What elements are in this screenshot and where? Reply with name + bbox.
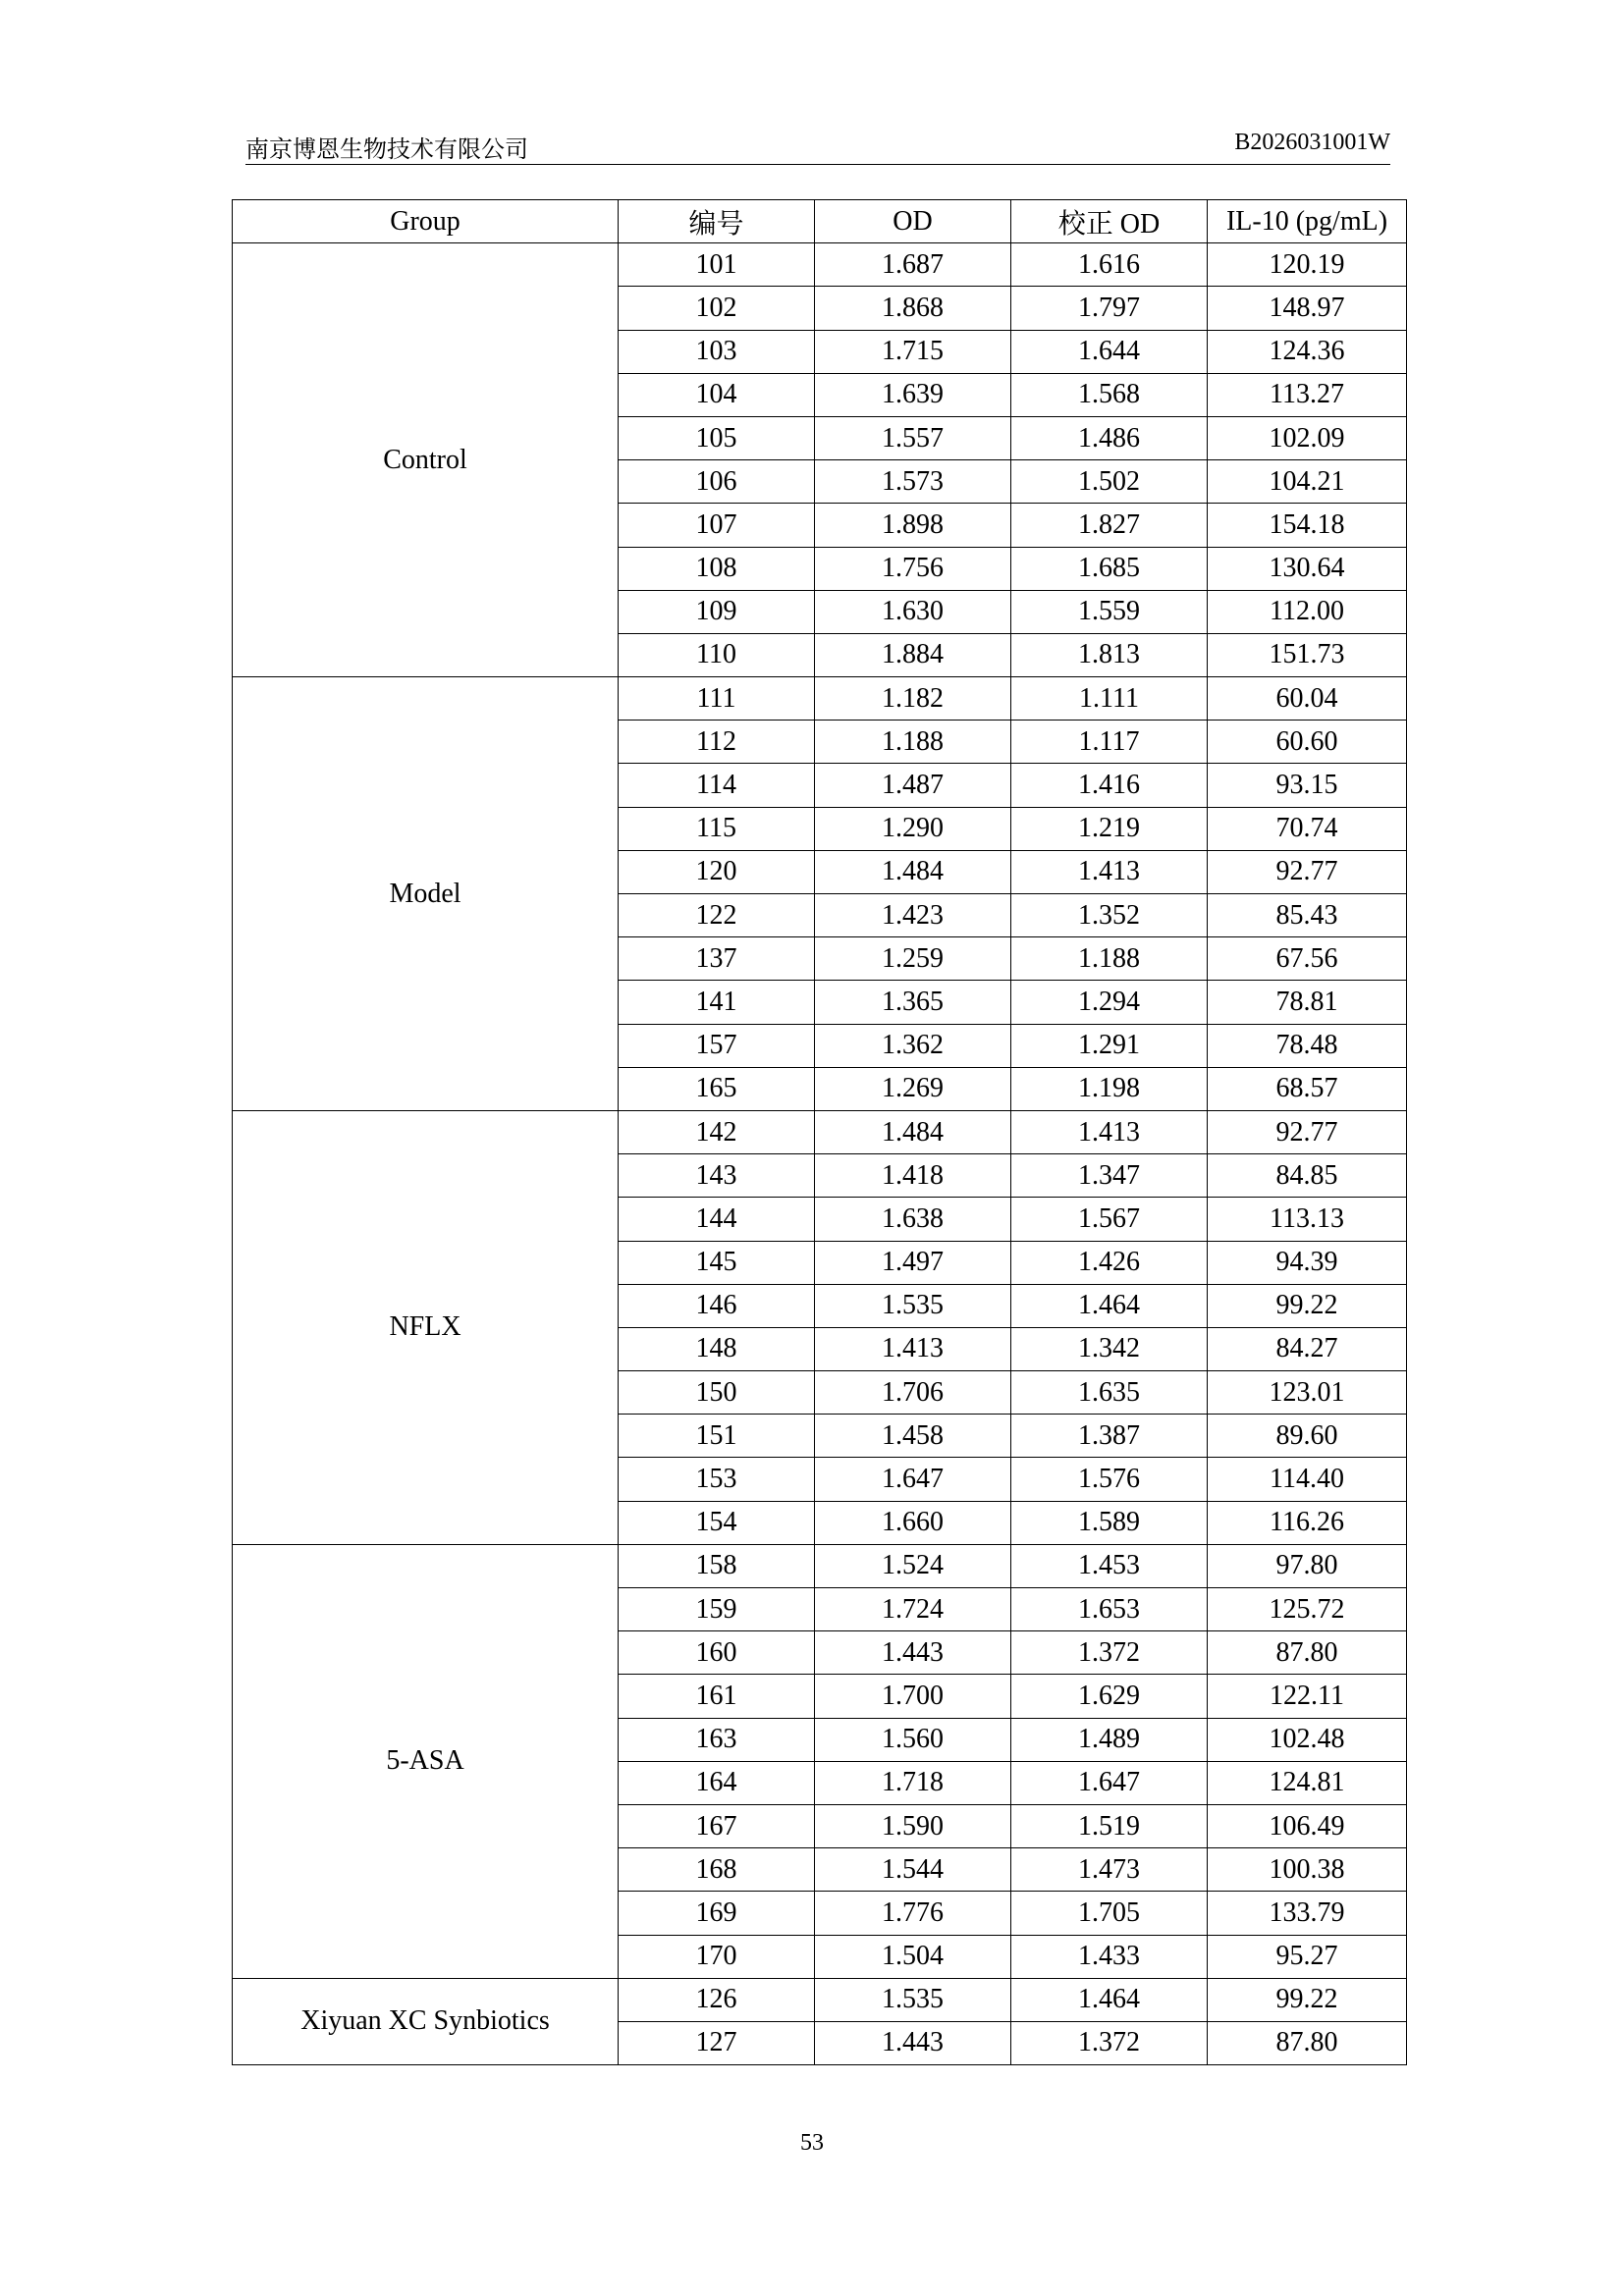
id-cell: 106 bbox=[619, 460, 815, 504]
il10-cell: 84.85 bbox=[1208, 1154, 1407, 1198]
il10-cell: 94.39 bbox=[1208, 1241, 1407, 1284]
od-cell: 1.362 bbox=[815, 1024, 1011, 1067]
corrected-od-cell: 1.559 bbox=[1011, 590, 1208, 633]
il10-cell: 70.74 bbox=[1208, 807, 1407, 850]
corrected-od-cell: 1.219 bbox=[1011, 807, 1208, 850]
table-row bbox=[233, 1978, 1407, 2021]
il10-cell: 78.48 bbox=[1208, 1024, 1407, 1067]
corrected-od-cell: 1.576 bbox=[1011, 1458, 1208, 1501]
id-cell: 111 bbox=[619, 677, 815, 721]
od-cell: 1.497 bbox=[815, 1241, 1011, 1284]
column-header-il10: IL-10 (pg/mL) bbox=[1208, 200, 1407, 243]
corrected-od-cell: 1.519 bbox=[1011, 1804, 1208, 1847]
od-cell: 1.557 bbox=[815, 416, 1011, 459]
column-header-od: OD bbox=[815, 200, 1011, 243]
od-cell: 1.504 bbox=[815, 1935, 1011, 1978]
corrected-od-cell: 1.616 bbox=[1011, 243, 1208, 287]
id-cell: 109 bbox=[619, 590, 815, 633]
table-row bbox=[233, 1544, 1407, 1587]
corrected-od-cell: 1.413 bbox=[1011, 850, 1208, 893]
il10-cell: 116.26 bbox=[1208, 1501, 1407, 1544]
corrected-od-cell: 1.464 bbox=[1011, 1284, 1208, 1327]
od-cell: 1.524 bbox=[815, 1544, 1011, 1587]
il10-cell: 67.56 bbox=[1208, 937, 1407, 981]
od-cell: 1.647 bbox=[815, 1458, 1011, 1501]
od-cell: 1.484 bbox=[815, 1110, 1011, 1153]
il10-cell: 84.27 bbox=[1208, 1327, 1407, 1370]
corrected-od-cell: 1.117 bbox=[1011, 721, 1208, 764]
corrected-od-cell: 1.372 bbox=[1011, 1631, 1208, 1675]
il10-cell: 92.77 bbox=[1208, 1110, 1407, 1153]
id-cell: 108 bbox=[619, 547, 815, 590]
od-cell: 1.443 bbox=[815, 2021, 1011, 2064]
il10-cell: 106.49 bbox=[1208, 1804, 1407, 1847]
il10-cell: 87.80 bbox=[1208, 2021, 1407, 2064]
od-cell: 1.487 bbox=[815, 764, 1011, 807]
id-cell: 110 bbox=[619, 633, 815, 676]
corrected-od-cell: 1.486 bbox=[1011, 416, 1208, 459]
id-cell: 158 bbox=[619, 1544, 815, 1587]
corrected-od-cell: 1.473 bbox=[1011, 1848, 1208, 1892]
corrected-od-cell: 1.198 bbox=[1011, 1067, 1208, 1110]
id-cell: 122 bbox=[619, 894, 815, 937]
il10-cell: 122.11 bbox=[1208, 1675, 1407, 1718]
corrected-od-cell: 1.294 bbox=[1011, 981, 1208, 1024]
il10-cell: 93.15 bbox=[1208, 764, 1407, 807]
corrected-od-cell: 1.352 bbox=[1011, 894, 1208, 937]
column-header-id: 编号 bbox=[619, 200, 815, 243]
od-cell: 1.484 bbox=[815, 850, 1011, 893]
il10-cell: 130.64 bbox=[1208, 547, 1407, 590]
id-cell: 151 bbox=[619, 1415, 815, 1458]
od-cell: 1.660 bbox=[815, 1501, 1011, 1544]
il10-cell: 100.38 bbox=[1208, 1848, 1407, 1892]
id-cell: 104 bbox=[619, 373, 815, 416]
group-name-cell: NFLX bbox=[233, 1110, 619, 1544]
group-name-cell: Model bbox=[233, 677, 619, 1111]
corrected-od-cell: 1.635 bbox=[1011, 1371, 1208, 1415]
il10-cell: 112.00 bbox=[1208, 590, 1407, 633]
il10-cell: 124.81 bbox=[1208, 1761, 1407, 1804]
corrected-od-cell: 1.567 bbox=[1011, 1198, 1208, 1241]
corrected-od-cell: 1.589 bbox=[1011, 1501, 1208, 1544]
il10-cell: 104.21 bbox=[1208, 460, 1407, 504]
od-cell: 1.418 bbox=[815, 1154, 1011, 1198]
corrected-od-cell: 1.685 bbox=[1011, 547, 1208, 590]
od-cell: 1.756 bbox=[815, 547, 1011, 590]
corrected-od-cell: 1.705 bbox=[1011, 1892, 1208, 1935]
table-row bbox=[233, 677, 1407, 721]
corrected-od-cell: 1.568 bbox=[1011, 373, 1208, 416]
od-cell: 1.718 bbox=[815, 1761, 1011, 1804]
od-cell: 1.630 bbox=[815, 590, 1011, 633]
company-name: 南京博恩生物技术有限公司 bbox=[245, 137, 528, 163]
id-cell: 102 bbox=[619, 287, 815, 330]
il10-cell: 78.81 bbox=[1208, 981, 1407, 1024]
od-cell: 1.458 bbox=[815, 1415, 1011, 1458]
id-cell: 103 bbox=[619, 330, 815, 373]
id-cell: 163 bbox=[619, 1718, 815, 1761]
od-cell: 1.290 bbox=[815, 807, 1011, 850]
corrected-od-cell: 1.291 bbox=[1011, 1024, 1208, 1067]
corrected-od-cell: 1.813 bbox=[1011, 633, 1208, 676]
table-row bbox=[233, 1110, 1407, 1153]
corrected-od-cell: 1.644 bbox=[1011, 330, 1208, 373]
corrected-od-cell: 1.797 bbox=[1011, 287, 1208, 330]
corrected-od-cell: 1.827 bbox=[1011, 504, 1208, 547]
corrected-od-cell: 1.464 bbox=[1011, 1978, 1208, 2021]
od-cell: 1.365 bbox=[815, 981, 1011, 1024]
od-cell: 1.868 bbox=[815, 287, 1011, 330]
corrected-od-cell: 1.647 bbox=[1011, 1761, 1208, 1804]
id-cell: 143 bbox=[619, 1154, 815, 1198]
report-number: B2026031001W bbox=[1234, 130, 1390, 155]
il10-cell: 151.73 bbox=[1208, 633, 1407, 676]
od-cell: 1.535 bbox=[815, 1978, 1011, 2021]
od-cell: 1.639 bbox=[815, 373, 1011, 416]
corrected-od-cell: 1.342 bbox=[1011, 1327, 1208, 1370]
od-cell: 1.544 bbox=[815, 1848, 1011, 1892]
il10-cell: 89.60 bbox=[1208, 1415, 1407, 1458]
id-cell: 167 bbox=[619, 1804, 815, 1847]
id-cell: 160 bbox=[619, 1631, 815, 1675]
table-row bbox=[233, 243, 1407, 287]
il10-cell: 99.22 bbox=[1208, 1978, 1407, 2021]
corrected-od-cell: 1.372 bbox=[1011, 2021, 1208, 2064]
id-cell: 150 bbox=[619, 1371, 815, 1415]
il10-cell: 97.80 bbox=[1208, 1544, 1407, 1587]
il10-cell: 68.57 bbox=[1208, 1067, 1407, 1110]
id-cell: 146 bbox=[619, 1284, 815, 1327]
il10-cell: 87.80 bbox=[1208, 1631, 1407, 1675]
od-cell: 1.573 bbox=[815, 460, 1011, 504]
od-cell: 1.259 bbox=[815, 937, 1011, 981]
id-cell: 168 bbox=[619, 1848, 815, 1892]
header-rule bbox=[245, 164, 1390, 165]
id-cell: 137 bbox=[619, 937, 815, 981]
od-cell: 1.443 bbox=[815, 1631, 1011, 1675]
corrected-od-cell: 1.653 bbox=[1011, 1588, 1208, 1631]
table-body bbox=[233, 243, 1407, 2065]
id-cell: 107 bbox=[619, 504, 815, 547]
od-cell: 1.638 bbox=[815, 1198, 1011, 1241]
il10-cell: 102.09 bbox=[1208, 416, 1407, 459]
id-cell: 164 bbox=[619, 1761, 815, 1804]
id-cell: 159 bbox=[619, 1588, 815, 1631]
column-header-group: Group bbox=[233, 200, 619, 243]
corrected-od-cell: 1.416 bbox=[1011, 764, 1208, 807]
od-cell: 1.182 bbox=[815, 677, 1011, 721]
il10-cell: 133.79 bbox=[1208, 1892, 1407, 1935]
id-cell: 145 bbox=[619, 1241, 815, 1284]
il10-cell: 113.13 bbox=[1208, 1198, 1407, 1241]
il10-cell: 102.48 bbox=[1208, 1718, 1407, 1761]
corrected-od-cell: 1.453 bbox=[1011, 1544, 1208, 1587]
corrected-od-cell: 1.433 bbox=[1011, 1935, 1208, 1978]
id-cell: 126 bbox=[619, 1978, 815, 2021]
id-cell: 141 bbox=[619, 981, 815, 1024]
od-cell: 1.706 bbox=[815, 1371, 1011, 1415]
od-cell: 1.590 bbox=[815, 1804, 1011, 1847]
group-name-cell: Xiyuan XC Synbiotics bbox=[233, 1978, 619, 2064]
il10-cell: 124.36 bbox=[1208, 330, 1407, 373]
od-cell: 1.776 bbox=[815, 1892, 1011, 1935]
id-cell: 169 bbox=[619, 1892, 815, 1935]
page-header bbox=[245, 130, 1390, 169]
id-cell: 165 bbox=[619, 1067, 815, 1110]
id-cell: 170 bbox=[619, 1935, 815, 1978]
il10-cell: 60.04 bbox=[1208, 677, 1407, 721]
group-name-cell: Control bbox=[233, 243, 619, 677]
od-cell: 1.898 bbox=[815, 504, 1011, 547]
id-cell: 105 bbox=[619, 416, 815, 459]
id-cell: 142 bbox=[619, 1110, 815, 1153]
il10-cell: 92.77 bbox=[1208, 850, 1407, 893]
id-cell: 120 bbox=[619, 850, 815, 893]
il10-cell: 60.60 bbox=[1208, 721, 1407, 764]
il10-cell: 120.19 bbox=[1208, 243, 1407, 287]
corrected-od-cell: 1.629 bbox=[1011, 1675, 1208, 1718]
corrected-od-cell: 1.111 bbox=[1011, 677, 1208, 721]
od-cell: 1.188 bbox=[815, 721, 1011, 764]
od-cell: 1.535 bbox=[815, 1284, 1011, 1327]
corrected-od-cell: 1.413 bbox=[1011, 1110, 1208, 1153]
od-cell: 1.687 bbox=[815, 243, 1011, 287]
id-cell: 161 bbox=[619, 1675, 815, 1718]
corrected-od-cell: 1.347 bbox=[1011, 1154, 1208, 1198]
od-cell: 1.724 bbox=[815, 1588, 1011, 1631]
corrected-od-cell: 1.387 bbox=[1011, 1415, 1208, 1458]
il10-cell: 123.01 bbox=[1208, 1371, 1407, 1415]
table-header-row bbox=[233, 200, 1407, 243]
il10-cell: 154.18 bbox=[1208, 504, 1407, 547]
id-cell: 154 bbox=[619, 1501, 815, 1544]
il10-cell: 114.40 bbox=[1208, 1458, 1407, 1501]
il10-results-table bbox=[232, 199, 1407, 2065]
page-number: 53 bbox=[800, 2130, 824, 2156]
id-cell: 101 bbox=[619, 243, 815, 287]
il10-cell: 99.22 bbox=[1208, 1284, 1407, 1327]
il10-cell: 125.72 bbox=[1208, 1588, 1407, 1631]
id-cell: 157 bbox=[619, 1024, 815, 1067]
il10-cell: 148.97 bbox=[1208, 287, 1407, 330]
od-cell: 1.423 bbox=[815, 894, 1011, 937]
group-name-cell: 5-ASA bbox=[233, 1544, 619, 1978]
od-cell: 1.715 bbox=[815, 330, 1011, 373]
od-cell: 1.269 bbox=[815, 1067, 1011, 1110]
id-cell: 144 bbox=[619, 1198, 815, 1241]
id-cell: 127 bbox=[619, 2021, 815, 2064]
id-cell: 114 bbox=[619, 764, 815, 807]
id-cell: 153 bbox=[619, 1458, 815, 1501]
od-cell: 1.560 bbox=[815, 1718, 1011, 1761]
column-header-corrected-od: 校正 OD bbox=[1011, 200, 1208, 243]
il10-cell: 85.43 bbox=[1208, 894, 1407, 937]
od-cell: 1.700 bbox=[815, 1675, 1011, 1718]
corrected-od-cell: 1.426 bbox=[1011, 1241, 1208, 1284]
il10-cell: 95.27 bbox=[1208, 1935, 1407, 1978]
corrected-od-cell: 1.502 bbox=[1011, 460, 1208, 504]
corrected-od-cell: 1.489 bbox=[1011, 1718, 1208, 1761]
id-cell: 112 bbox=[619, 721, 815, 764]
corrected-od-cell: 1.188 bbox=[1011, 937, 1208, 981]
id-cell: 115 bbox=[619, 807, 815, 850]
il10-cell: 113.27 bbox=[1208, 373, 1407, 416]
id-cell: 148 bbox=[619, 1327, 815, 1370]
od-cell: 1.884 bbox=[815, 633, 1011, 676]
od-cell: 1.413 bbox=[815, 1327, 1011, 1370]
